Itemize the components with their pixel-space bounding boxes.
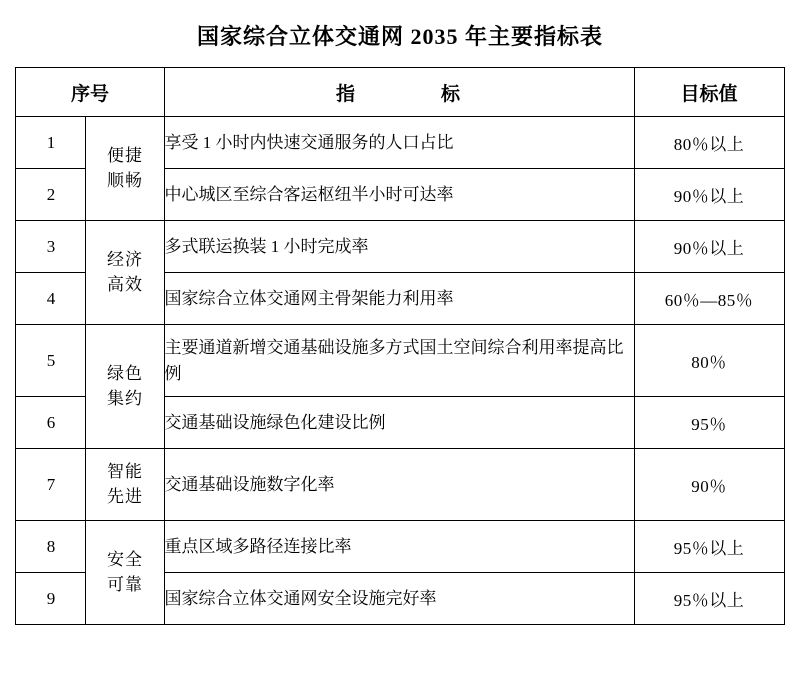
row-group-label-line1: 经济 <box>106 249 143 269</box>
column-header-indicator-right: 标 <box>441 83 463 105</box>
table-row <box>16 117 784 169</box>
row-target: 80％以上 <box>634 117 784 169</box>
table-header-row <box>16 68 784 117</box>
row-number: 1 <box>16 117 86 169</box>
row-group-label-line2: 高效 <box>106 274 143 294</box>
row-number: 7 <box>16 449 86 521</box>
row-target: 80％ <box>634 325 784 397</box>
metrics-table <box>15 67 784 625</box>
page-title: 国家综合立体交通网 2035 年主要指标表 <box>196 24 603 49</box>
row-target: 90％ <box>634 449 784 521</box>
column-header-no: 序号 <box>16 68 164 117</box>
row-target: 60％—85％ <box>634 273 784 325</box>
row-group-label-line1: 便捷 <box>106 145 143 165</box>
row-indicator: 中心城区至综合客运枢纽半小时可达率 <box>164 169 634 221</box>
row-group-label-line1: 智能 <box>106 461 143 481</box>
row-group-label-line2: 先进 <box>106 486 143 506</box>
table-row <box>16 521 784 573</box>
table-row <box>16 325 784 397</box>
row-group-label-line1: 安全 <box>106 549 143 569</box>
row-number: 5 <box>16 325 86 397</box>
column-header-target: 目标值 <box>634 68 784 117</box>
row-indicator: 享受 1 小时内快速交通服务的人口占比 <box>164 117 634 169</box>
row-group-label <box>86 521 164 625</box>
row-group-label-line1: 绿色 <box>106 363 143 383</box>
column-header-indicator-left: 指 <box>335 83 357 105</box>
row-indicator: 国家综合立体交通网安全设施完好率 <box>164 573 634 625</box>
row-number: 6 <box>16 397 86 449</box>
row-target: 95％ <box>634 397 784 449</box>
row-number: 9 <box>16 573 86 625</box>
row-group-label <box>86 117 164 221</box>
row-indicator: 多式联运换装 1 小时完成率 <box>164 221 634 273</box>
table-header <box>16 68 784 117</box>
row-target: 90％以上 <box>634 221 784 273</box>
row-number: 8 <box>16 521 86 573</box>
row-number: 4 <box>16 273 86 325</box>
row-group-label-line2: 集约 <box>106 388 143 408</box>
row-indicator: 交通基础设施数字化率 <box>164 449 634 521</box>
row-group-label-line2: 可靠 <box>106 574 143 594</box>
table-body <box>16 117 784 625</box>
row-indicator: 交通基础设施绿色化建设比例 <box>164 397 634 449</box>
row-indicator: 重点区域多路径连接比率 <box>164 521 634 573</box>
table-row <box>16 449 784 521</box>
row-number: 3 <box>16 221 86 273</box>
row-target: 95％以上 <box>634 521 784 573</box>
column-header-indicator <box>164 68 634 117</box>
row-target: 95％以上 <box>634 573 784 625</box>
row-group-label-line2: 顺畅 <box>106 170 143 190</box>
row-indicator: 主要通道新增交通基础设施多方式国土空间综合利用率提高比例 <box>164 325 634 397</box>
row-target: 90％以上 <box>634 169 784 221</box>
row-group-label <box>86 449 164 521</box>
row-indicator: 国家综合立体交通网主骨架能力利用率 <box>164 273 634 325</box>
table-row <box>16 221 784 273</box>
row-group-label <box>86 221 164 325</box>
row-group-label <box>86 325 164 449</box>
row-number: 2 <box>16 169 86 221</box>
